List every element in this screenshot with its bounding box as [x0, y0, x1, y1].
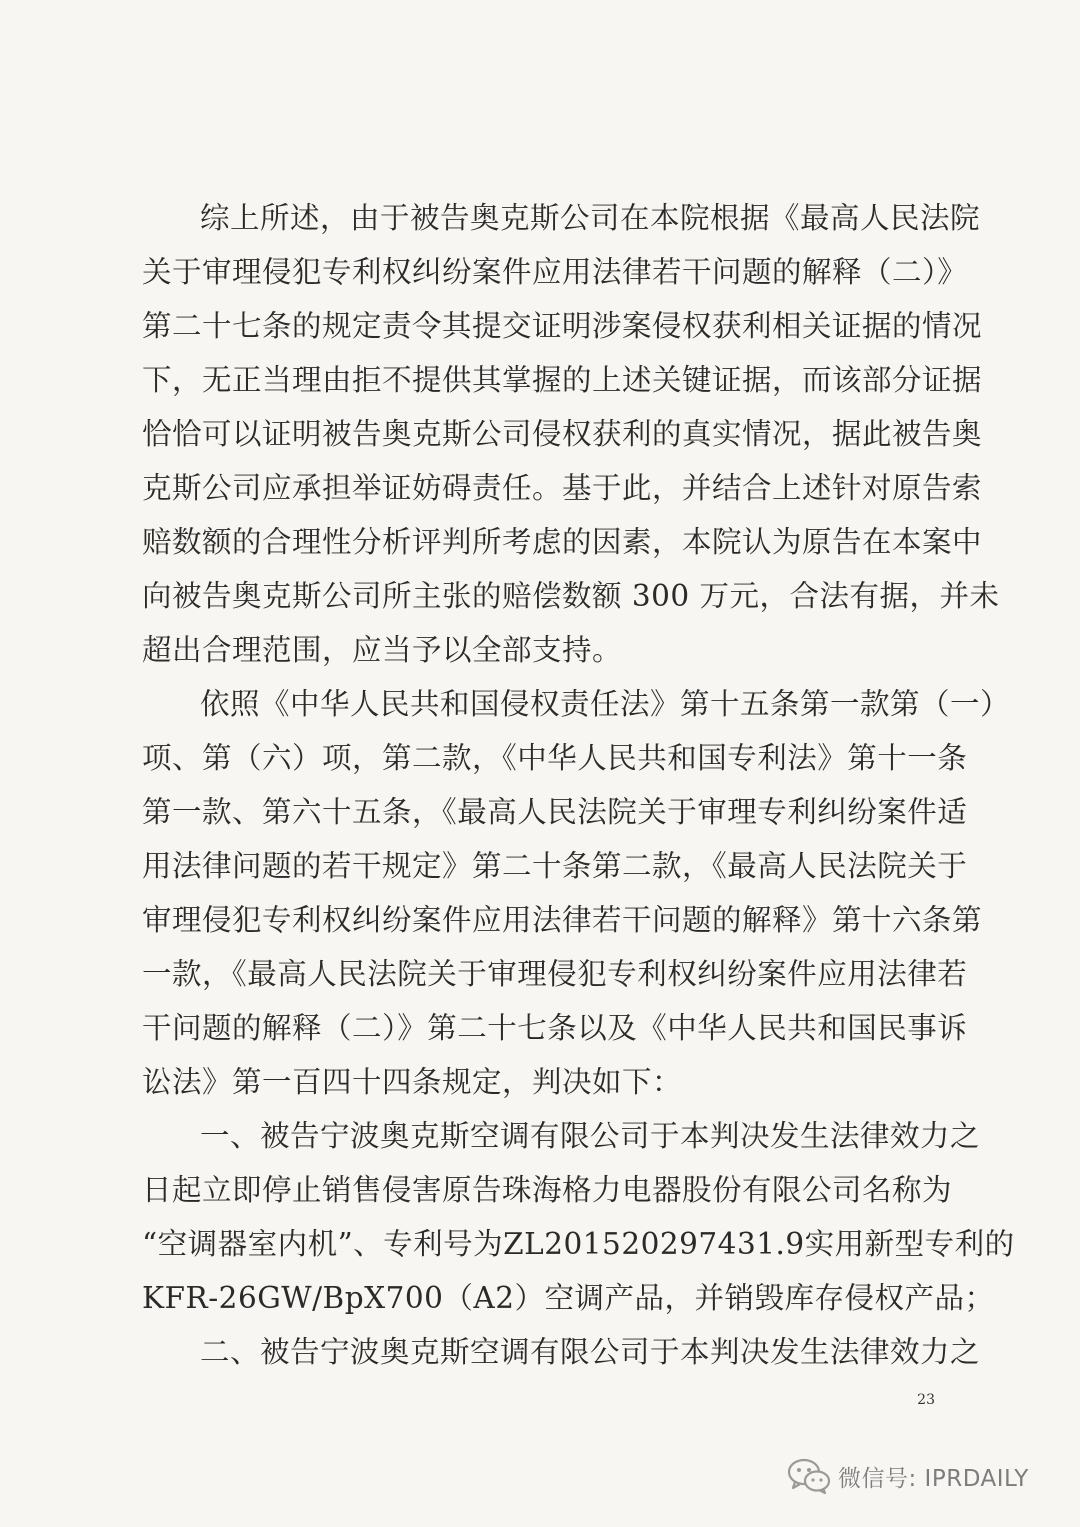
text-line: 恰恰可以证明被告奥克斯公司侵权获利的真实情况，据此被告奥 [142, 417, 983, 451]
text-line: 二、被告宁波奥克斯空调有限公司于本判决发生法律效力之 [200, 1335, 981, 1369]
page-number: 23 [917, 1392, 935, 1408]
text-line: 讼法》第一百四十四条规定，判决如下： [142, 1065, 683, 1099]
text-line: 干问题的解释（二）》第二十七条以及《中华人民共和国民事诉 [142, 1011, 968, 1045]
text-line: 一款，《最高人民法院关于审理侵犯专利权纠纷案件应用法律若 [142, 957, 968, 991]
text-line: 依照《中华人民共和国侵权责任法》第十五条第一款第（一） [200, 687, 1011, 721]
text-line: 克斯公司应承担举证妨碍责任。基于此，并结合上述针对原告索 [142, 471, 983, 505]
text-line: 向被告奥克斯公司所主张的赔偿数额 300 万元，合法有据，并未 [142, 579, 1000, 613]
wechat-watermark [786, 1456, 1056, 1496]
text-line: KFR-26GW/BpX700（A2）空调产品，并销毁库存侵权产品； [142, 1281, 995, 1315]
text-line: 超出合理范围，应当予以全部支持。 [142, 633, 623, 667]
text-line: 项、第（六）项，第二款，《中华人民共和国专利法》第十一条 [142, 741, 968, 775]
text-line: 赔数额的合理性分析评判所考虑的因素，本院认为原告在本案中 [142, 525, 983, 559]
text-line: 用法律问题的若干规定》第二十条第二款，《最高人民法院关于 [142, 849, 968, 883]
text-line: 第一款、第六十五条，《最高人民法院关于审理专利纠纷案件适 [142, 795, 968, 829]
text-line: 下，无正当理由拒不提供其掌握的上述关键证据，而该部分证据 [142, 363, 983, 397]
watermark-text: 微信号: IPRDAILY [838, 1465, 1029, 1492]
text-line: 一、被告宁波奥克斯空调有限公司于本判决发生法律效力之 [200, 1119, 981, 1153]
wechat-icon [786, 1457, 832, 1495]
text-line: 日起立即停止销售侵害原告珠海格力电器股份有限公司名称为 [142, 1173, 953, 1207]
text-line: “空调器室内机”、专利号为ZL201520297431.9实用新型专利的 [142, 1227, 1015, 1261]
text-line: 第二十七条的规定责令其提交证明涉案侵权获利相关证据的情况 [142, 309, 983, 343]
text-line: 审理侵犯专利权纠纷案件应用法律若干问题的解释》第十六条第 [142, 903, 983, 937]
text-line: 综上所述，由于被告奥克斯公司在本院根据《最高人民法院 [200, 201, 981, 235]
text-line: 关于审理侵犯专利权纠纷案件应用法律若干问题的解释（二）》 [142, 255, 968, 289]
